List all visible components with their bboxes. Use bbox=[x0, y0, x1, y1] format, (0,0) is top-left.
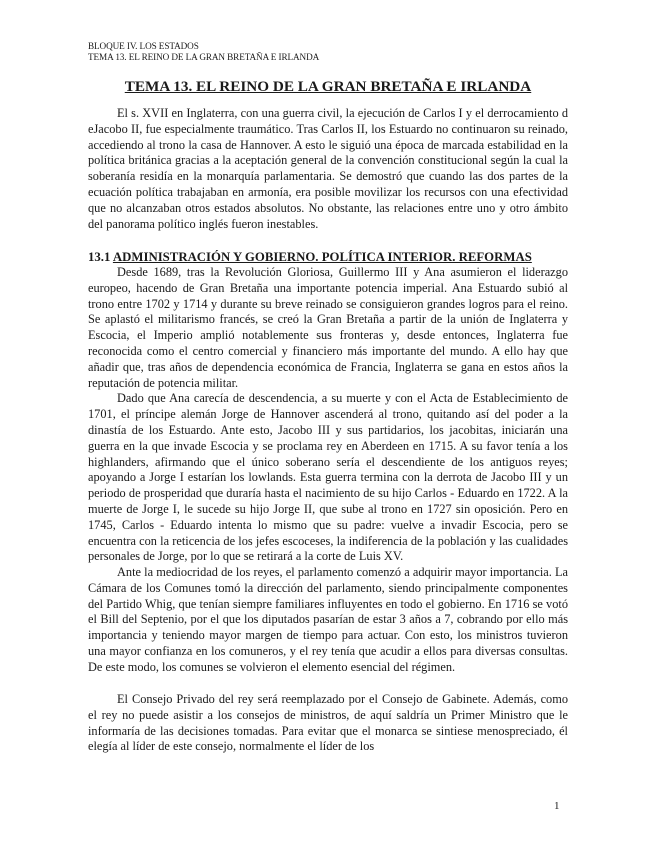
body-paragraph bbox=[88, 265, 568, 565]
running-header bbox=[88, 41, 319, 63]
section-heading bbox=[88, 249, 568, 265]
paragraph-cabinet: El Consejo Privado del rey será reemplazado por el Consejo de Gabinete. Además, como el rey no puede asistir a los consejos de ministros, de aquí saldría un Primer Ministro que le informaría de las decisiones tomadas. Para evitar que el monarca se sintiese menospreciado, él elegía al líder de este consejo, normalmente el líder de los bbox=[88, 692, 568, 754]
paragraph-parliament: Ante la mediocridad de los reyes, el parlamento comenzó a adquirir mayor importancia. La Cámara de los Comunes tomó la dirección del parlamento, siendo principalmente componentes del Partido Whig, que tenían siempre familiares influyentes en todo el gobierno. En 1716 se votó el Bill del Septenio, por el que los diputados pasarían de estar 3 años a 7, cobrando por ello más importancia y teniendo mayor margen de tiempo para actuar. Con esto, los ministros tuvieron una mayor confianza en los comuneros, y el rey tenía que acudir a ellos para diversas consultas. De este modo, los comunes se volvieron el elemento esencial del régimen. bbox=[88, 565, 568, 674]
page-number: 1 bbox=[554, 800, 560, 812]
header-bloque: BLOQUE IV. LOS ESTADOS bbox=[88, 41, 199, 51]
section-title: ADMINISTRACIÓN Y GOBIERNO. POLÍTICA INTERIOR. REFORMAS bbox=[112, 250, 532, 264]
paragraph-hannover-succession: Dado que Ana carecía de descendencia, a su muerte y con el Acta de Establecimiento de 1701, el príncipe alemán Jorge de Hannover ascenderá al trono, quitando así del poder a la dinastía de los Estuardo. Ante esto, Jacobo III y sus partidarios, los jacobitas, iniciarán una guerra en la que invade Escocia y se proclama rey en Aberdeen en 1715. A su favor tenía a los highlanders, afirmando que el único soberano sería el descendiente de los antiguos reyes; apoyando a Jorge I estarían los lowlands. Esta guerra termina con la derrota de Jacobo III y un periodo de prosperidad que duraría hasta el nacimiento de su hijo Carlos - Eduardo en 1722. A la muerte de Jorge I, le sucede su hijo Jorge II, que sube al trono en 1727 sin oposición. Pero en 1745, Carlos - Eduardo intenta lo mismo que su padre: vuelve a invadir Escocia, pero se encuentra con la reticencia de los jefes escoceses, la indiferencia de la población y las cualidades personales de Jorge, por lo que se retirará a la corte de Luis XV. bbox=[88, 391, 568, 564]
header-tema: TEMA 13. EL REINO DE LA GRAN BRETAÑA E IRLANDA bbox=[88, 52, 320, 62]
section-number: 13.1 bbox=[88, 250, 111, 264]
intro-paragraph: El s. XVII en Inglaterra, con una guerra civil, la ejecución de Carlos I y el derrocamiento d eJacobo II, fue especialmente traumático. Tras Carlos II, los Estuardo no continuaron su reinado, accediendo al trono la casa de Hannover. A esto le siguió una época de marcada estabilidad en la política británica gracias a la aceptación general de la convención constitucional según la cual la soberanía residía en la monarquía parlamentaria. Se demostró que cuando las dos partes de la ecuación política trabajaban en armonía, era posible movilizar los recursos con una efectividad que no alcanzaban otros estados absolutos. No obstante, las relaciones entre uno y otro ámbito del panorama político inglés fueron inestables. bbox=[88, 106, 568, 231]
paragraph-ana-estuardo: Desde 1689, tras la Revolución Gloriosa, Guillermo III y Ana asumieron el liderazgo europeo, hacendo de Gran Bretaña una importante potencia imperial. Ana Estuardo subió al trono entre 1702 y 1714 y durante su breve reinado se consiguieron grandes logros para el reino. Se aplastó el militarismo francés, se creó la Gran Bretaña a partir de la unión de Inglaterra y Escocia, el Imperio amplió notablemente sus fronteras y, desde entonces, Inglaterra fue reconocida como el centro comercial y financiero más importante del mundo. A ello hay que añadir que, tras años de dependencia económica de Francia, Inglaterra se gana en estos años la reputación de potencia militar. bbox=[88, 265, 568, 390]
page-title: TEMA 13. EL REINO DE LA GRAN BRETAÑA E IRLANDA bbox=[124, 78, 532, 95]
